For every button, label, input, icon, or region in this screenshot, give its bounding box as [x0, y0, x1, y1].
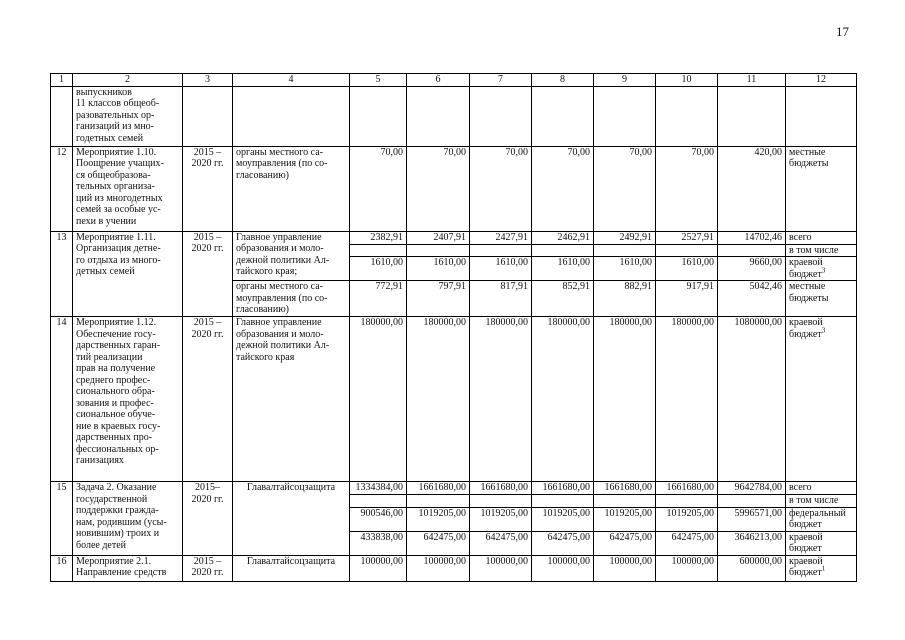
- value-cell: 852,91: [532, 281, 594, 317]
- value-cell: 70,00: [532, 146, 594, 231]
- value-cell: 180000,00: [656, 317, 718, 482]
- funding-source-label: краевой бюджет: [789, 317, 823, 340]
- activity-title: выпускников 11 классов общеоб- разовательных ор- ганизаций из мно- годетных семей: [73, 86, 183, 146]
- value-cell: 1019205,00: [594, 507, 656, 531]
- value-cell: 180000,00: [532, 317, 594, 482]
- value-cell: 1610,00: [407, 257, 470, 281]
- col-header: 8: [532, 74, 594, 87]
- table-row: [51, 86, 857, 146]
- funding-source: в том числе: [786, 244, 857, 257]
- value-cell: 642475,00: [532, 531, 594, 555]
- value-cell: 772,91: [350, 281, 407, 317]
- value-cell: 642475,00: [470, 531, 532, 555]
- footnote-mark: 3: [821, 266, 826, 275]
- col-header: 5: [350, 74, 407, 87]
- value-cell: 5042,46: [718, 281, 786, 317]
- activity-title: Мероприятие 2.1. Направление средств: [73, 555, 183, 581]
- value-cell: 70,00: [594, 146, 656, 231]
- funding-source: всего: [786, 482, 857, 495]
- value-cell: 100000,00: [350, 555, 407, 581]
- executor: Главное управление образования и моло- дежной политики Ал- тайского края;: [233, 231, 350, 281]
- value-cell: 2407,91: [407, 231, 470, 244]
- period: 2015 – 2020 гг.: [183, 231, 233, 317]
- value-cell: 180000,00: [407, 317, 470, 482]
- header-row: [51, 74, 857, 87]
- value-cell: 2527,91: [656, 231, 718, 244]
- col-header: 10: [656, 74, 718, 87]
- funding-source: федеральный бюджет: [786, 507, 857, 531]
- value-cell: 1661680,00: [532, 482, 594, 495]
- value-cell: 797,91: [407, 281, 470, 317]
- value-cell: 1019205,00: [470, 507, 532, 531]
- executor: Главное управление образования и моло- дежной политики Ал- тайского края: [233, 317, 350, 482]
- col-header: 12: [786, 74, 857, 87]
- footnote-mark: 3: [821, 326, 826, 335]
- value-cell: 100000,00: [470, 555, 532, 581]
- value-cell: 1334384,00: [350, 482, 407, 495]
- value-cell: 180000,00: [470, 317, 532, 482]
- value-cell: 900546,00: [350, 507, 407, 531]
- value-cell: 1610,00: [532, 257, 594, 281]
- col-header: 3: [183, 74, 233, 87]
- value-cell: 180000,00: [594, 317, 656, 482]
- value-cell: 70,00: [350, 146, 407, 231]
- table-row: [51, 482, 857, 495]
- row-number: 15: [51, 482, 73, 556]
- value-cell: 1610,00: [656, 257, 718, 281]
- table-row: [51, 555, 857, 581]
- value-cell: 1661680,00: [594, 482, 656, 495]
- value-cell: 1610,00: [594, 257, 656, 281]
- row-number: 12: [51, 146, 73, 231]
- value-cell: 2382,91: [350, 231, 407, 244]
- value-cell: 1019205,00: [532, 507, 594, 531]
- value-cell: 1610,00: [470, 257, 532, 281]
- value-cell: 14702,46: [718, 231, 786, 244]
- value-cell: 1661680,00: [656, 482, 718, 495]
- value-cell: 5996571,00: [718, 507, 786, 531]
- period: 2015– 2020 гг.: [183, 482, 233, 556]
- row-number: 14: [51, 317, 73, 482]
- value-cell: 9642784,00: [718, 482, 786, 495]
- funding-source: [786, 317, 857, 482]
- value-cell: 2427,91: [470, 231, 532, 244]
- value-cell: 1019205,00: [656, 507, 718, 531]
- value-cell: 1019205,00: [407, 507, 470, 531]
- value-cell: 100000,00: [656, 555, 718, 581]
- activity-title: Мероприятие 1.10. Поощрение учащих- ся общеобразова- тельных организа- ций из многодетных семей за особые ус- пехи в учении: [73, 146, 183, 231]
- funding-source: [786, 555, 857, 581]
- funding-source-label: краевой бюджет: [789, 257, 823, 280]
- col-header: 2: [73, 74, 183, 87]
- funding-source: краевой бюджет: [786, 531, 857, 555]
- value-cell: 882,91: [594, 281, 656, 317]
- value-cell: 70,00: [656, 146, 718, 231]
- col-header: 1: [51, 74, 73, 87]
- executor: Главалтайсоцзащита: [233, 555, 350, 581]
- executor: органы местного са- моуправления (по со- гласованию): [233, 146, 350, 231]
- value-cell: 2492,91: [594, 231, 656, 244]
- value-cell: 2462,91: [532, 231, 594, 244]
- period: 2015 – 2020 гг.: [183, 317, 233, 482]
- value-cell: 100000,00: [407, 555, 470, 581]
- col-header: 4: [233, 74, 350, 87]
- table-row: [51, 146, 857, 231]
- executor: Главалтайсоцзащита: [233, 482, 350, 556]
- value-cell: 9660,00: [718, 257, 786, 281]
- value-cell: 642475,00: [594, 531, 656, 555]
- value-cell: 1080000,00: [718, 317, 786, 482]
- value-cell: 1610,00: [350, 257, 407, 281]
- value-cell: 100000,00: [594, 555, 656, 581]
- col-header: 7: [470, 74, 532, 87]
- executor: органы местного са- моуправления (по со- гласованию): [233, 281, 350, 317]
- row-number: 13: [51, 231, 73, 317]
- value-cell: 1661680,00: [407, 482, 470, 495]
- value-cell: 70,00: [470, 146, 532, 231]
- value-cell: 100000,00: [532, 555, 594, 581]
- period: 2015 – 2020 гг.: [183, 555, 233, 581]
- table-row: [51, 317, 857, 482]
- col-header: 9: [594, 74, 656, 87]
- value-cell: 642475,00: [656, 531, 718, 555]
- value-cell: 420,00: [718, 146, 786, 231]
- activity-title: Мероприятие 1.12. Обеспечение госу- дарственных гаран- тий реализации прав на получение среднего профес- сионального обра- зования и профес- сиональное обуче- ние в краевых госу- дарственных про- фессиональных ор- ганизациях: [73, 317, 183, 482]
- funding-source: местные бюджеты: [786, 146, 857, 231]
- col-header: 11: [718, 74, 786, 87]
- value-cell: 3646213,00: [718, 531, 786, 555]
- value-cell: 600000,00: [718, 555, 786, 581]
- funding-source: [786, 257, 857, 281]
- funding-source: в том числе: [786, 495, 857, 508]
- page-number: 17: [836, 24, 849, 39]
- program-activities-table: [50, 73, 857, 582]
- value-cell: 1661680,00: [470, 482, 532, 495]
- period: 2015 – 2020 гг.: [183, 146, 233, 231]
- funding-source-label: краевой бюджет: [789, 555, 823, 578]
- row-number: 16: [51, 555, 73, 581]
- activity-title: Мероприятие 1.11. Организация детне- го отдыха из много- детных семей: [73, 231, 183, 317]
- value-cell: 180000,00: [350, 317, 407, 482]
- value-cell: 817,91: [470, 281, 532, 317]
- table-row: [51, 231, 857, 244]
- value-cell: 433838,00: [350, 531, 407, 555]
- funding-source: всего: [786, 231, 857, 244]
- value-cell: 70,00: [407, 146, 470, 231]
- value-cell: 642475,00: [407, 531, 470, 555]
- activity-title: Задача 2. Оказание государственной поддержки граждa- нам, родившим (усы- новившим) троих и более детей: [73, 482, 183, 556]
- value-cell: 917,91: [656, 281, 718, 317]
- footnote-mark: 1: [821, 564, 826, 573]
- col-header: 6: [407, 74, 470, 87]
- funding-source: местные бюджеты: [786, 281, 857, 317]
